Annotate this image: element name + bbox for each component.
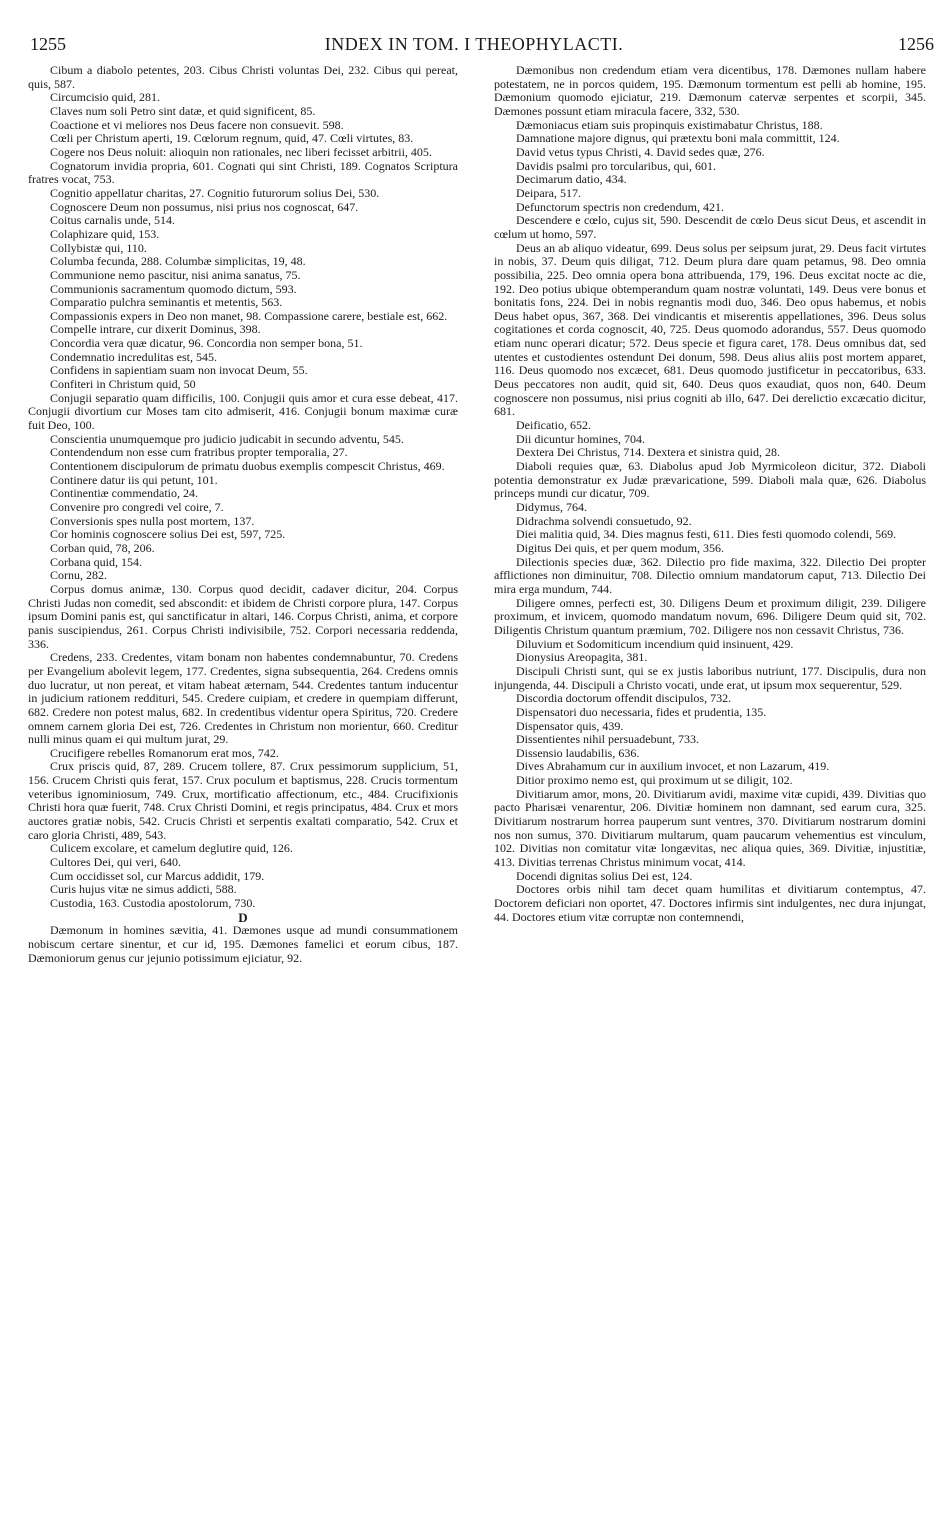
index-entry: Defunctorum spectris non credendum, 421. bbox=[516, 199, 724, 214]
index-entry: Cornu, 282. bbox=[50, 568, 107, 583]
index-entry: Discipuli Christi sunt, qui se ex justis laboribus nutriunt, 177. Discipulis, dura non injungenda, 44. Discipuli a Christo vocati, unde erat, ut ipsum mox sequerentur, 529. bbox=[494, 663, 926, 692]
index-entry: Comparatio pulchra seminantis et metentis, 563. bbox=[50, 295, 283, 310]
index-entry: Dives Abrahamum cur in auxilium invocet, et non Lazarum, 419. bbox=[516, 759, 830, 774]
index-entry: Conscientia unumquemque pro judicio judicabit in secundo adventu, 545. bbox=[50, 431, 404, 446]
index-entry: Colaphizare quid, 153. bbox=[50, 226, 160, 241]
index-entry: Dionysius Areopagita, 381. bbox=[516, 650, 648, 665]
index-entry: Dii dicuntur homines, 704. bbox=[516, 431, 645, 446]
index-entry: Compassionis expers in Deo non manet, 98. Compassione carere, bestiale est, 662. bbox=[50, 308, 448, 323]
index-entry: Discordia doctorum offendit discipulos, 732. bbox=[516, 691, 732, 706]
index-entry: Dissensio laudabilis, 636. bbox=[516, 745, 640, 760]
index-entry: Credens, 233. Credentes, vitam bonam non habentes condemnabuntur, 70. Credens per Evangelium abolevit legem, 177. Credentes, signa subsequentia, 264. Credens omnis duo lucratur, ut non pereat, et vitam habeat æternam, 544. Credentes tantum inducentur in judicium rationem reddituri, 545. Credere cuipiam, et credere in quempiam differunt, 682. Credere non potest malus, 682. In credentibus videntur opera Spiritus, 720. Credere omnem carnem gloria Dei est, 726. Credentes in Christum non morientur, 660. Creditur nulli minus quam ei qui multum jurat, 29. bbox=[28, 650, 458, 747]
page-number-right: 1256 bbox=[898, 34, 934, 54]
index-entry: Davidis psalmi pro torcularibus, qui, 601. bbox=[516, 158, 716, 173]
index-entry: Diligere omnes, perfecti est, 30. Diligens Deum et proximum diligit, 239. Diligere proximum, et invicem, quomodo mandatum novum, 696. Diligere Deum quid sit, 702. Diligentis Christum quantum præmium, 702. Diligere nos non cessavit Christus, 736. bbox=[494, 595, 926, 637]
index-entry: Columba fecunda, 288. Columbæ simplicitas, 19, 48. bbox=[50, 254, 306, 269]
index-entry: Crux priscis quid, 87, 289. Crucem tollere, 87. Crux pessimorum supplicium, 51, 156. Crucem Christi quis ferat, 157. Crux poculum et baptismus, 228. Crucis tormentum veteribus ignominiosum, 749. Crux, mortificatio affectionum, etc., 484. Crucifixionis Christi hora quæ fuerit, 748. Crux Christi Domini, et regis principatus, 484. Crux et mors auctores gratiæ nobis, 542. Crucis Christi et serpentis exaltati comparatio, 542. Crux et caro gloria Christi, 489, 543. bbox=[28, 759, 458, 842]
index-entry: Convenire pro congredi vel coire, 7. bbox=[50, 500, 224, 514]
index-entry: Diei malitia quid, 34. Dies magnus festi, 611. Dies festi quomodo colendi, 569. bbox=[516, 527, 897, 542]
index-entry: Cibum a diabolo petentes, 203. Cibus Christi voluntas Dei, 232. Cibus qui pereat, quis, 587. bbox=[28, 64, 458, 91]
index-entry: Confidens in sapientiam suam non invocat Deum, 55. bbox=[50, 363, 308, 378]
index-entry: Didrachma solvendi consuetudo, 92. bbox=[516, 513, 692, 528]
index-entry: Dissentientes nihil persuadebunt, 733. bbox=[516, 732, 699, 747]
index-entry: Ditior proximo nemo est, qui proximum ut se diligit, 102. bbox=[516, 773, 793, 788]
index-entry: Dilectionis species duæ, 362. Dilectio pro fide maxima, 322. Dilectio Dei propter afflictiones non diminuitur, 708. Dilectio omnium mandatorum caput, 713. Dilectio Dei mira erga mundum, 744. bbox=[494, 554, 926, 596]
index-entry: Culicem excolare, et camelum deglutire quid, 126. bbox=[50, 841, 293, 856]
index-entry: Dæmonum in homines sævitia, 41. Dæmones usque ad mundi consummationem nobiscum certare sinentur, et cur id, 195. Dæmones famelici et eorum cibus, 187. Dæmoniorum genus cur jejunio potissimum ejiciatur, 92. bbox=[28, 923, 458, 965]
index-entry: Coitus carnalis unde, 514. bbox=[50, 213, 175, 228]
index-entry: Contendendum non esse cum fratribus propter temporalia, 27. bbox=[50, 445, 348, 460]
index-entry: Custodia, 163. Custodia apostolorum, 730. bbox=[50, 896, 256, 911]
index-entry: Crucifigere rebelles Romanorum erat mos, 742. bbox=[50, 745, 279, 760]
index-entry: Collybistæ qui, 110. bbox=[50, 240, 147, 255]
index-entry: Communione nemo pascitur, nisi anima sanatus, 75. bbox=[50, 267, 301, 282]
index-entry: David vetus typus Christi, 4. David sedes quæ, 276. bbox=[516, 144, 765, 159]
index-entry: Conjugii separatio quam difficilis, 100. Conjugii quis amor et cura esse debeat, 417. Conjugii divortium cur Moses tam cito admiserit, 416. Conjugii bonum maximæ curæ fuit Deo, 100. bbox=[28, 390, 458, 433]
index-entry: Cœli per Christum aperti, 19. Cœlorum regnum, quid, 47. Cœli virtutes, 83. bbox=[50, 131, 414, 146]
index-entry: Curis hujus vitæ ne simus addicti, 588. bbox=[50, 882, 237, 897]
index-entry: Coactione et vi meliores nos Deus facere non consuevit. 598. bbox=[50, 117, 344, 132]
index-entry: Dextera Dei Christus, 714. Dextera et sinistra quid, 28. bbox=[516, 445, 780, 460]
index-entry: Doctores orbis nihil tam decet quam humilitas et divitiarum contemptus, 47. Doctorem deficiari non oportet, 47. Doctores infirmis sint indulgentes, nec dura injungat, 44. Doctores etium vitæ corruptæ non contemnendi, bbox=[494, 882, 926, 924]
index-entry: Dispensator quis, 439. bbox=[516, 718, 624, 733]
index-entry: Cognitio appellatur charitas, 27. Cognitio futurorum solius Dei, 530. bbox=[50, 185, 380, 200]
page-title: INDEX IN TOM. I THEOPHYLACTI. bbox=[324, 34, 624, 54]
index-entry: Contentionem discipulorum de primatu duobus exemplis compescit Christus, 469. bbox=[50, 459, 445, 474]
index-entry: Divitiarum amor, mons, 20. Divitiarum avidi, maxime vitæ cupidi, 439. Divitias quo pacto Pharisæi venarentur, 206. Divitiæ hominem non damnant, sed earum cura, 325. Divitiarum nostrarum horrea pauperum sunt ventres, 370. Divitiarum nostrarum domini nos non sumus, 370. Divitiarum multarum, quam paucarum vehementius est vinculum, 102. Divitias non comitatur vitæ longævitas, nec aliqua quies, 369. Divitiæ, injustitiæ, 413. Divitias terrenas Christus minimum vocat, 414. bbox=[494, 786, 926, 870]
index-entry: Cogere nos Deus noluit: alioquin non rationales, nec liberi fecisset arbitrii, 405. bbox=[50, 144, 432, 159]
index-entry: Corban quid, 78, 206. bbox=[50, 540, 155, 555]
index-entry: Concordia vera quæ dicatur, 96. Concordia non semper bona, 51. bbox=[50, 336, 363, 351]
left-column bbox=[28, 64, 458, 1524]
index-entry: Deus an ab aliquo videatur, 699. Deus solus per seipsum jurat, 29. Deus facit virtutes in nobis, 37. Deum quis diligat, 712. Deum plura dare quam petamus, 98. Deo omnia possibilia, 225. Deo omnia opera bona attribuenda, 179, 196. Deus excitat nocte ac die, 192. Deo potius ubique obtemperandum quam nostræ voluntati, 149. Deus vere bonus et bonitatis fons, 224. Dei in nobis regnantis modi duo, 346. Deo opus habemus, et nobis Deus habet opus, 367, 368. Dei vindicantis et miserentis appellationes, 396. Deus solus cogitationes et corda cognoscit, 40, 725. Deus quomodo adorandus, 557. Deus quomodo etiam nunc operari dicatur; 572. Deus specie et figura caret, 178. Deus omnibus dat, sed utentes et custodientes ostendunt Dei donum, 598. Deus alius aliis post mortem apparet, 116. Deus quomodo nos excæcet, 681. Deus quomodo justificetur in peccatoribus, 633. Deus peccatores non audit, quid sit, 640. Deus quos exaudiat, quos non, 640. Deum cognoscere non possumus, nisi prius cogniti ab illo, 647. Dei derelictio excæcatio dicitur, 681. bbox=[494, 240, 926, 419]
index-entry: Cor hominis cognoscere solius Dei est, 597, 725. bbox=[50, 527, 286, 542]
index-entry: Didymus, 764. bbox=[516, 500, 588, 514]
index-entry: Damnatione majore dignus, qui prætextu boni mala committit, 124. bbox=[516, 131, 840, 146]
right-column bbox=[494, 64, 926, 1524]
index-entry: Condemnatio incredulitas est, 545. bbox=[50, 349, 217, 364]
index-entry: Decimarum datio, 434. bbox=[516, 172, 627, 187]
index-entry: Dæmonibus non credendum etiam vera dicentibus, 178. Dæmones nullam habere potestatem, ne in porcos quidem, 195. Dæmonum tormentum est pelli ab homine, 195. Dæmonium quomodo ejiciatur, 219. Dæmonum catervæ serpentes et scorpii, 345. Dæmones possunt etiam miracula facere, 332, 530. bbox=[494, 64, 926, 118]
index-entry: Descendere e cœlo, cujus sit, 590. Descendit de cœlo Deus sicut Deus, et ascendit in cœlum ut homo, 597. bbox=[494, 213, 926, 241]
index-entry: Claves num soli Petro sint datæ, et quid significent, 85. bbox=[50, 103, 316, 118]
index-entry: Diluvium et Sodomiticum incendium quid insinuent, 429. bbox=[516, 636, 794, 651]
index-entry: Corbana quid, 154. bbox=[50, 554, 142, 569]
index-entry: Continentiæ commendatio, 24. bbox=[50, 486, 198, 501]
index-entry: Deificatio, 652. bbox=[516, 418, 591, 433]
index-entry: Confiteri in Christum quid, 50 bbox=[50, 377, 196, 392]
page-header bbox=[0, 34, 948, 54]
index-entry: Corpus domus animæ, 130. Corpus quod decidit, cadaver dicitur, 204. Corpus Christi Judas non comedit, sed abscondit: et ibidem de Christi corpore plura, 147. Corpus ipsum Domini panis est, qui sanctificatur in altari, 146. Corpus Christi, anima, et corpore panis suscipiendus, 261. Corpus Christi indivisibile, 752. Corpori necessaria reddenda, 336. bbox=[28, 581, 458, 651]
section-letter: D bbox=[238, 909, 248, 925]
index-entry: Cultores Dei, qui veri, 640. bbox=[50, 855, 181, 870]
index-entry: Cognoscere Deum non possumus, nisi prius nos cognoscat, 647. bbox=[50, 199, 359, 214]
index-entry: Diaboli requies quæ, 63. Diabolus apud Job Myrmicoleon dicitur, 372. Diaboli potentia demonstratur ex Judæ prævaricatione, 599. Diaboli mala quæ, 626. Diabolus princeps mundi cur dicatur, 709. bbox=[494, 459, 926, 501]
index-entry: Continere datur iis qui petunt, 101. bbox=[50, 472, 218, 487]
index-entry: Compelle intrare, cur dixerit Dominus, 398. bbox=[50, 322, 261, 337]
index-entry: Communionis sacramentum quomodo dictum, 593. bbox=[50, 281, 297, 296]
index-entry: Dispensatori duo necessaria, fides et prudentia, 135. bbox=[516, 704, 767, 719]
index-entry: Digitus Dei quis, et per quem modum, 356. bbox=[516, 540, 724, 555]
index-entry: Cognatorum invidia propria, 601. Cognati qui sint Christi, 189. Cognatos Scriptura fratres vocat, 753. bbox=[28, 158, 458, 187]
index-entry: Circumcisio quid, 281. bbox=[50, 90, 160, 105]
index-entry: Cum occidisset sol, cur Marcus addidit, 179. bbox=[50, 868, 265, 883]
index-entry: Dæmoniacus etiam suis propinquis existimabatur Christus, 188. bbox=[516, 117, 823, 132]
page-number-left: 1255 bbox=[30, 34, 66, 54]
index-entry: Conversionis spes nulla post mortem, 137. bbox=[50, 513, 255, 528]
index-entry: Docendi dignitas solius Dei est, 124. bbox=[516, 868, 693, 883]
index-entry: Deipara, 517. bbox=[516, 185, 581, 200]
